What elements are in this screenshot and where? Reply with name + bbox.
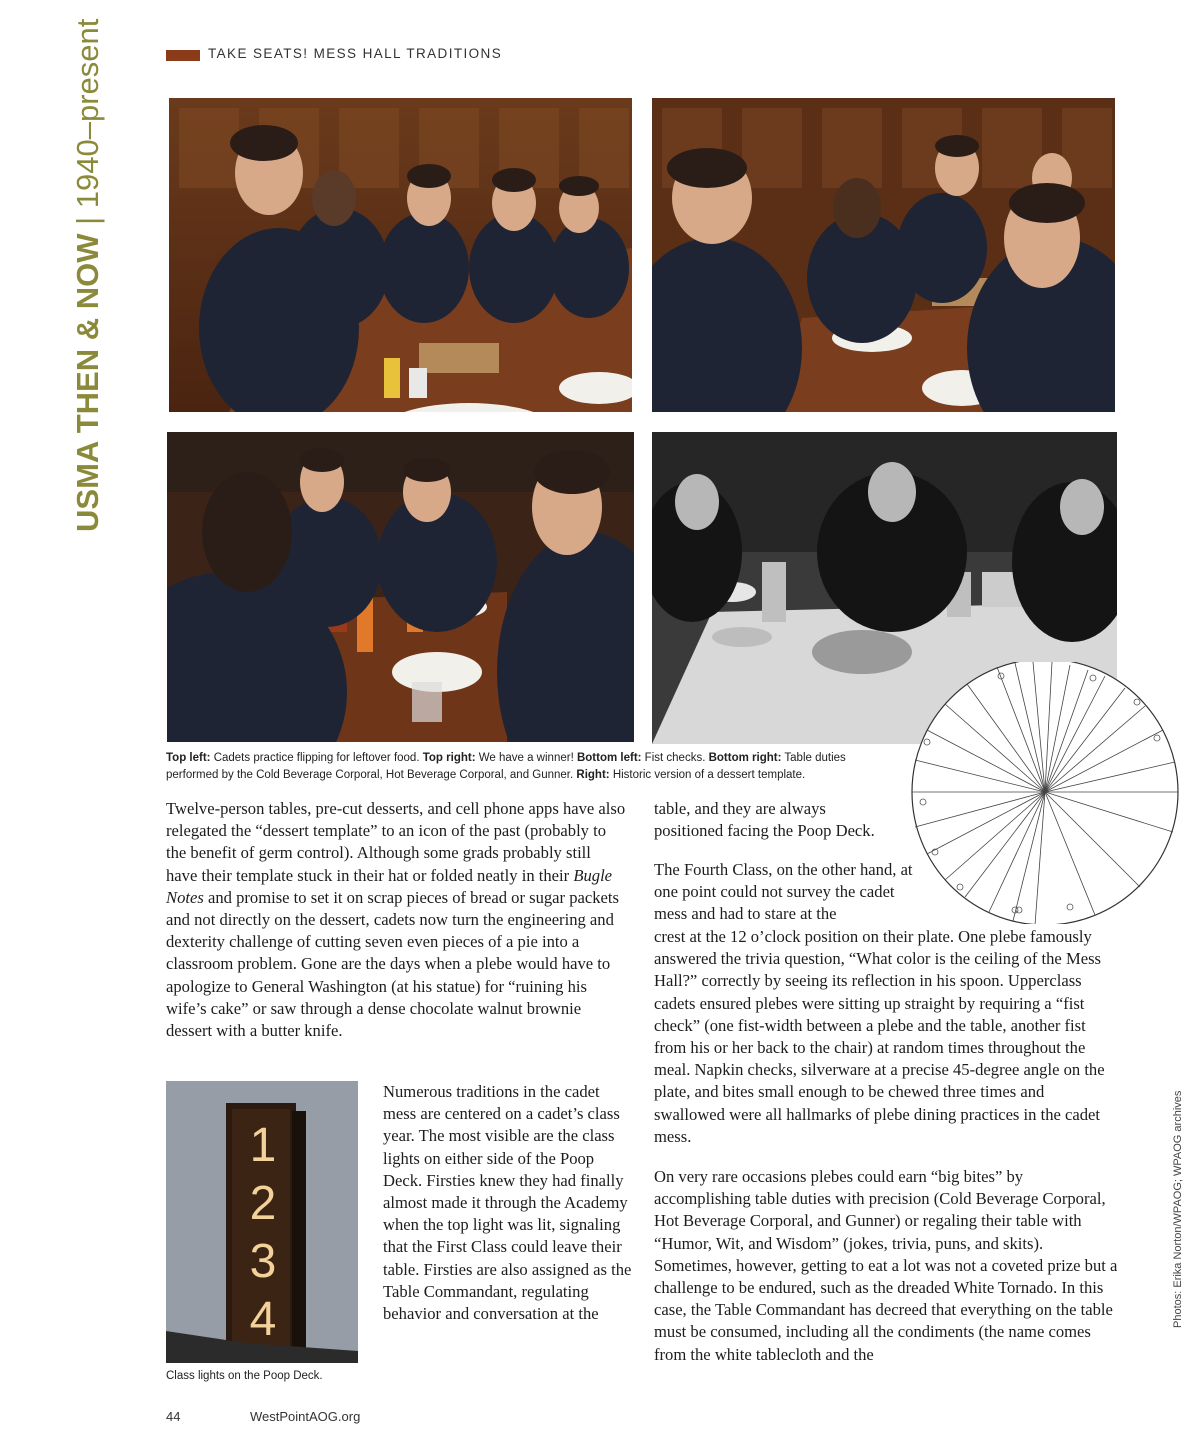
side-title-separator: | (70, 208, 105, 234)
caption-top-left-label: Top left: (166, 752, 211, 764)
body-paragraph-5 (654, 1166, 1118, 1366)
para1-text-b: and promise to set it on scrap pieces of bread or sugar packets and not directly on the dessert, cadets now turn the engineering and dexterity challenge of cutting seven even pieces of a pie into a classroom problem. Gone are the days when a plebe would have to apologize to General Washington (at his statue) for “ruining his wife’s cake” or saw through a dense chocolate walnut brownie dessert with a butter knife. (166, 887, 619, 1041)
para4-text-a: The Fourth Class, on the other hand, at one point could not survey the cadet mess and had to stare at the (654, 860, 913, 924)
class-light-1: 1 (249, 1119, 277, 1172)
para3-text: table, and they are always positioned facing the Poop Deck. (654, 799, 875, 841)
caption-bottom-left-label: Bottom left: (576, 752, 642, 764)
side-title-years: 1940–present (70, 18, 105, 209)
caption-right-text: Historic version of a dessert template. (609, 769, 806, 781)
photo-caption (166, 750, 886, 784)
photo-class-lights (166, 1081, 358, 1363)
photo-top-left (169, 98, 632, 412)
class-light-4: 4 (249, 1293, 277, 1346)
footer-site-name: WestPointAOG.org (250, 1409, 361, 1424)
class-light-3: 3 (249, 1235, 277, 1288)
dessert-template-illustration (905, 662, 1185, 924)
caption-top-right-text: We have a winner! (475, 752, 577, 764)
class-light-2: 2 (249, 1177, 277, 1230)
caption-right-label: Right: (576, 769, 610, 781)
para1-text-a: Twelve-person tables, pre-cut desserts, and cell phone apps have also relegated the “dessert template” to an icon of the past (probably to the benefit of germ control). Although some grads probably still have their template stuck in their hat or folded neatly in their (166, 799, 626, 885)
body-paragraph-1 (166, 798, 626, 1042)
caption-bottom-right-label: Bottom right: (708, 752, 782, 764)
class-lights-caption: Class lights on the Poop Deck. (166, 1370, 323, 1382)
body-paragraph-3 (654, 798, 898, 842)
para2-text: Numerous traditions in the cadet mess are centered on a cadet’s class year. The most visible are the class lights on either side of the Poop Deck. Firsties knew they had finally almost made it through the Academy when the top light was lit, signaling that the First Class could leave their table. Firsties are also assigned as the Table Commandant, regulating behavior and conversation at the (383, 1082, 632, 1324)
body-paragraph-4-part-b (654, 926, 1118, 1148)
photo-credit: Photos: Erika Norton/WPAOG; WPAOG archives (1172, 1090, 1184, 1328)
caption-top-right-label: Top right: (422, 752, 476, 764)
para1-italic: Bugle Notes (166, 865, 613, 907)
body-paragraph-4-part-a (654, 859, 918, 926)
caption-bottom-right-text: Table duties performed by the Cold Beverage Corporal, Hot Beverage Corporal, and Gunner. (166, 752, 846, 781)
section-accent-bar (166, 50, 200, 61)
page-number: 44 (166, 1409, 181, 1424)
side-title-bold: USMA THEN & NOW (70, 233, 105, 532)
section-title: TAKE SEATS! MESS HALL TRADITIONS (208, 46, 503, 61)
para5-text: On very rare occasions plebes could earn “big bites” by accomplishing table duties with precision (Cold Beverage Corporal, Hot Beverage Corporal, and Gunner) or regaling their table with “Humor, Wit, and Wisdom” (jokes, trivia, puns, and skits). Sometimes, however, getting to eat a lot was not a coveted prize but a challenge to be endured, such as the dreaded White Tornado. In this case, the Table Commandant has decreed that everything on the table must be consumed, including all the condiments (the name comes from the white tablecloth and the (654, 1167, 1118, 1364)
photo-top-right (652, 98, 1115, 412)
photo-bottom-left (167, 432, 634, 742)
caption-bottom-left-text: Fist checks. (641, 752, 709, 764)
caption-top-left-text: Cadets practice flipping for leftover food. (210, 752, 423, 764)
body-paragraph-2 (383, 1081, 635, 1325)
para4-text-b: crest at the 12 o’clock position on their plate. One plebe famously answered the trivia question, “What color is the ceiling of the Mess Hall?” correctly by seeing its reflection in his spoon. Upperclass cadets ensured plebes were sitting up straight by requiring a “fist check” (one fist-width between a plebe and the table, another fist from his or her back to the chair) at random times throughout the meal. Napkin checks, silverware at a precise 45-degree angle on the plate, and bites small enough to be chewed three times and swallowed were all hallmarks of plebe dining practices in the cadet mess. (654, 927, 1105, 1146)
side-title (70, 19, 106, 532)
